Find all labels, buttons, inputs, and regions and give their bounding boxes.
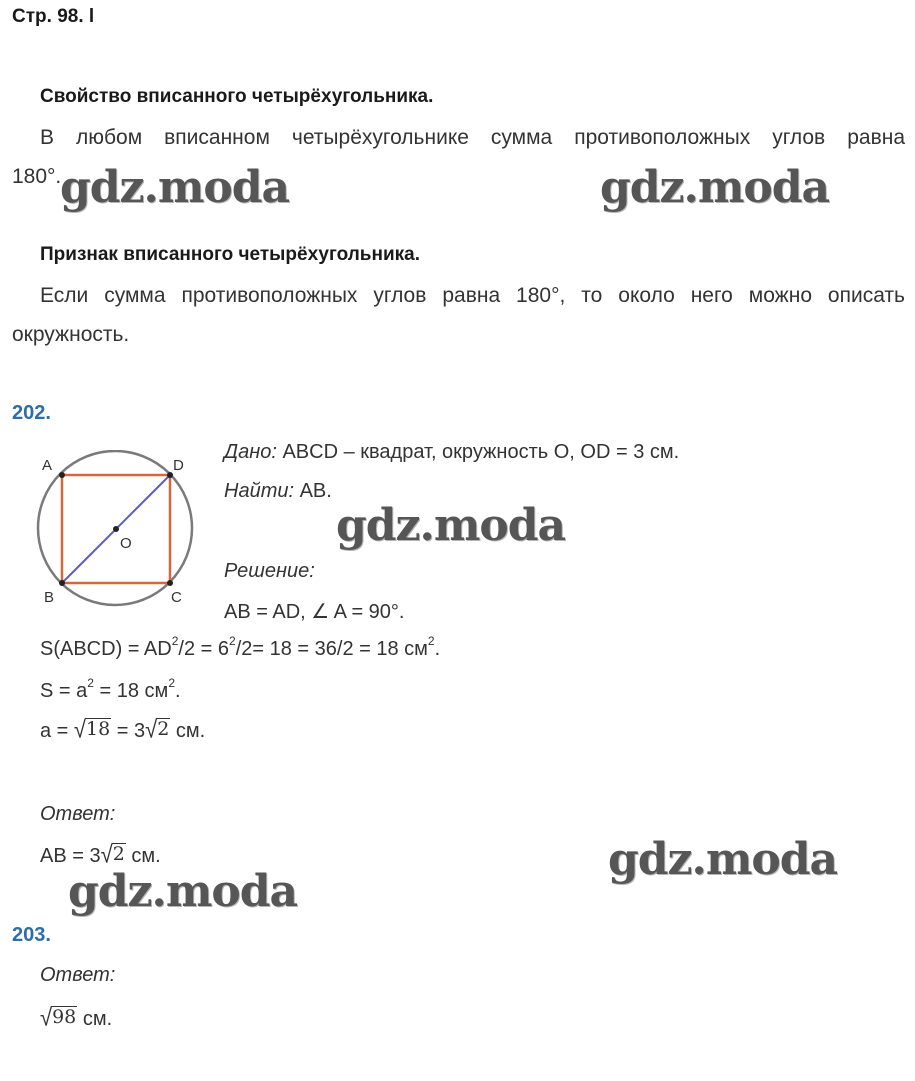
inscribed-square-figure [30,450,210,610]
property-paragraph [12,118,905,196]
task-203-answer: √ 98 см. [40,1003,113,1032]
find-label: Найти: [224,480,295,502]
point-o [113,526,119,532]
property-title: Свойство вписанного четырёхугольника. [40,86,434,107]
task-202-answer-label: Ответ: [40,803,116,825]
point-c [167,580,173,586]
task-202-answer: AB = 3 √ 2 см. [40,840,161,869]
given-label: Дано: [224,441,277,463]
sqrt-98: √ 98 [40,1003,77,1032]
solution-line-1: AB = AD, ∠ A = 90°. [224,601,405,623]
watermark: gdz.moda [608,834,838,885]
property-line-2: 180°. [12,165,62,188]
watermark: gdz.moda [336,500,566,551]
given-line [224,441,679,464]
solution-line-3: $S = a^2 = 18$ $см^2$. [40,676,181,702]
label-d: D [173,457,184,474]
sqrt-2-answer: √ 2 [100,840,125,869]
task-203-answer-label: Ответ: [40,964,116,986]
given-text: ABCD – квадрат, окружность O, OD = 3 см. [276,441,680,463]
label-c: C [171,589,182,606]
criterion-line-1: Если сумма противоположных углов равна 180°, то около него можно описать [40,284,905,307]
criterion-title: Признак вписанного четырёхугольника. [40,244,420,265]
criterion-paragraph [12,276,905,354]
solution-label: Решение: [224,560,315,582]
label-o: O [120,535,132,552]
solution-line-4: a = √ 18 = 3 √ 2 см. [40,715,206,744]
watermark: gdz.moda [600,162,830,213]
watermark: gdz.moda [60,162,290,213]
label-a: A [42,457,53,474]
task-202-number: 202. [12,402,51,424]
task-203-number: 203. [12,924,51,946]
solution-line-2: S(ABCD) = $AD^2/2 = 6^2/2= 18 = 36/2 = 18$ $см^2$. [40,634,441,660]
page-title: Стр. 98. l [12,6,95,27]
sqrt-18: √ 18 [73,715,111,744]
watermark: gdz.moda [68,866,298,917]
property-line-1: В любом вписанном четырёхугольнике сумма противоположных углов равна [40,126,905,149]
find-line [224,480,332,503]
point-b [59,580,65,586]
criterion-line-2: окружность. [12,323,130,346]
point-a [59,472,65,478]
find-text: AB. [294,480,332,502]
label-b: B [44,589,55,606]
sqrt-2: √ 2 [145,715,170,744]
